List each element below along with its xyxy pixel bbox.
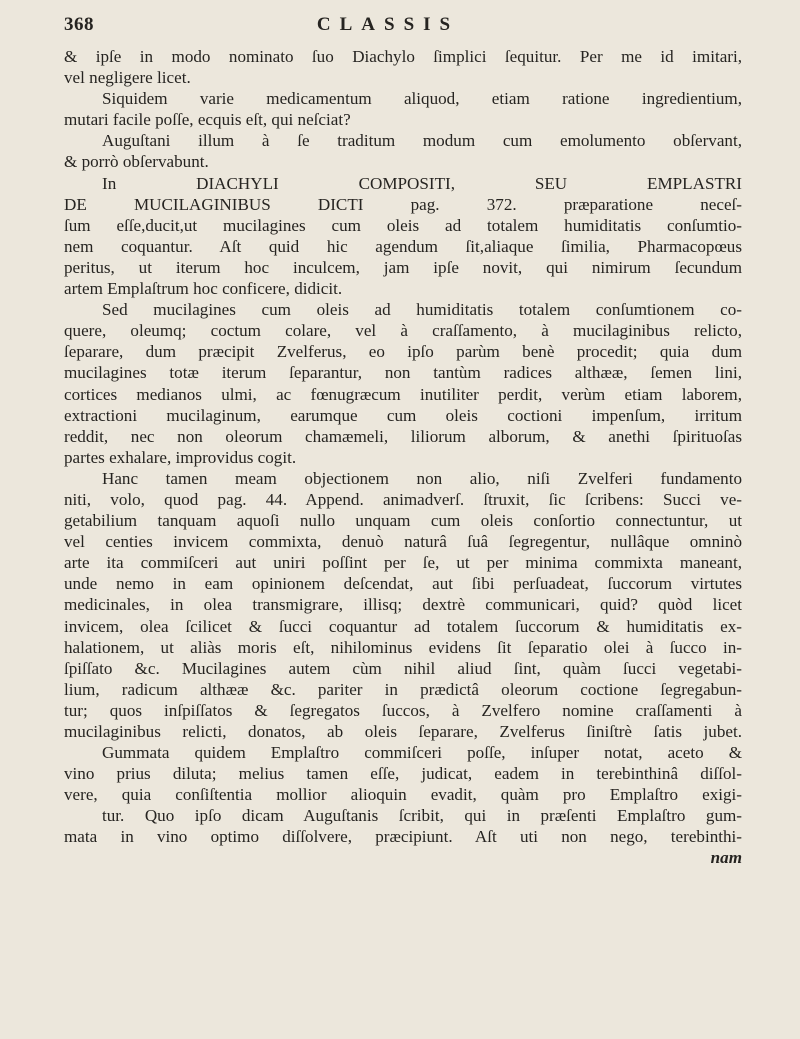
text-line: ſeparare, dum præcipit Zvelferus, eo ipſo parùm benè procedit; quia dum bbox=[64, 342, 742, 362]
text-line: mucilagines totæ iterum ſeparantur, non tantùm radices althææ, ſemen lini, bbox=[64, 363, 742, 383]
text-line: & ipſe in modo nominato ſuo Diachylo ſimplici ſequitur. Per me id imitari, bbox=[64, 47, 742, 66]
text-line: extractioni mucilaginum, earumque cum oleis coctioni impenſum, irritum bbox=[64, 405, 742, 425]
text-line: mutari facile poſſe, ecquis eſt, qui neſciat? bbox=[64, 110, 351, 130]
running-head bbox=[64, 14, 742, 44]
text-line: vino prius diluta; melius tamen eſſe, judicat, eadem in terebinthinâ diſſol- bbox=[64, 764, 742, 784]
text-line: & porrò obſervabunt. bbox=[64, 152, 209, 172]
body-text bbox=[64, 46, 742, 848]
text-line: Hanc tamen meam objectionem non alio, niſi Zvelferi fundamento bbox=[102, 468, 742, 488]
text-line: Sed mucilagines cum oleis ad humiditatis totalem conſumtionem co- bbox=[102, 300, 742, 320]
text-line: tur; quos inſpiſſatos & ſegregatos ſuccos, à Zvelfero nomine craſſamenti à bbox=[64, 700, 742, 720]
text-line: ſum eſſe,ducit,ut mucilagines cum oleis ad totalem humiditatis conſumtio- bbox=[64, 215, 742, 235]
text-line: ſpiſſato &c. Mucilagines autem cùm nihil aliud ſint, quàm ſucci vegetabi- bbox=[64, 658, 742, 678]
text-line: vel negligere licet. bbox=[64, 68, 191, 88]
text-line: Siquidem varie medicamentum aliquod, etiam ratione ingredientium, bbox=[102, 89, 742, 109]
text-line: lium, radicum althææ &c. pariter in prædictâ oleorum coctione ſegregabun- bbox=[64, 679, 742, 699]
text-line: DE MUCILAGINIBUS DICTI pag. 372. præparatione neceſ- bbox=[64, 194, 742, 214]
text-line: unde nemo in eam opinionem deſcendat, aut ſibi perſuadeat, ſuccorum virtutes bbox=[64, 574, 742, 594]
text-line: peritus, ut iterum hoc inculcem, jam ipſe novit, qui nimirum ſecundum bbox=[64, 257, 742, 277]
text-line: medicinales, in olea transmigrare, illisq; dextrè communicari, quid? quòd licet bbox=[64, 595, 742, 615]
text-line: Auguſtani illum à ſe traditum modum cum emolumento obſervant, bbox=[102, 131, 742, 151]
text-line: mata in vino optimo diſſolvere, præcipiunt. Aſt uti non nego, terebinthi- bbox=[64, 827, 742, 847]
text-line: niti, volo, quod pag. 44. Append. animadverſ. ſtruxit, ſic ſcribens: Succi ve- bbox=[64, 489, 742, 509]
catchword: nam bbox=[710, 847, 742, 867]
text-line: getabilium tanquam aquoſi nullo unquam cum oleis conſortio connectuntur, ut bbox=[64, 511, 742, 531]
text-line: vere, quia conſiſtentia mollior alioquin evadit, quàm pro Emplaſtro exigi- bbox=[64, 785, 742, 805]
text-line: nem coquantur. Aſt quid hic agendum ſit,aliaque ſimilia, Pharmacopœus bbox=[64, 236, 742, 256]
text-line: vel centies invicem commixta, denuò naturâ ſuâ ſegregentur, nullâque omninò bbox=[64, 532, 742, 552]
running-title: CLASSIS bbox=[316, 14, 460, 35]
text-line: mucilaginibus relicti, donatos, ab oleis ſeparare, Zvelferus ſiniſtrè ſatis jubet. bbox=[64, 722, 742, 741]
text-line: In DIACHYLI COMPOSITI, SEU EMPLASTRI bbox=[102, 173, 742, 193]
text-line: quere, oleumq; coctum colare, vel à craſſamento, à mucilaginibus relicto, bbox=[64, 321, 742, 341]
text-line: artem Emplaſtrum hoc conficere, didicit. bbox=[64, 279, 343, 299]
text-line: Gummata quidem Emplaſtro commiſceri poſſe, inſuper notat, aceto & bbox=[102, 743, 742, 763]
text-line: invicem, olea ſcilicet & ſucci coquantur ad totalem ſuccorum & humiditatis ex- bbox=[64, 616, 742, 636]
text-line: halationem, ut aliàs moris eſt, nihilominus evidens ſit ſeparatio olei à ſucco in- bbox=[64, 637, 742, 657]
text-line: cortices medianos ulmi, ac fœnugræcum inutiliter perdit, verùm etiam laborem, bbox=[64, 384, 742, 404]
text-line: tur. Quo ipſo dicam Auguſtanis ſcribit, qui in præſenti Emplaſtro gum- bbox=[102, 806, 742, 826]
text-line: partes exhalare, improvidus cogit. bbox=[64, 447, 297, 467]
text-line: arte ita commiſceri aut uniri poſſint per ſe, ut per minima commixta maneant, bbox=[64, 553, 742, 573]
text-line: reddit, nec non oleorum chamæmeli, liliorum alborum, & anethi ſpirituoſas bbox=[64, 426, 742, 446]
page-number: 368 bbox=[64, 14, 94, 35]
